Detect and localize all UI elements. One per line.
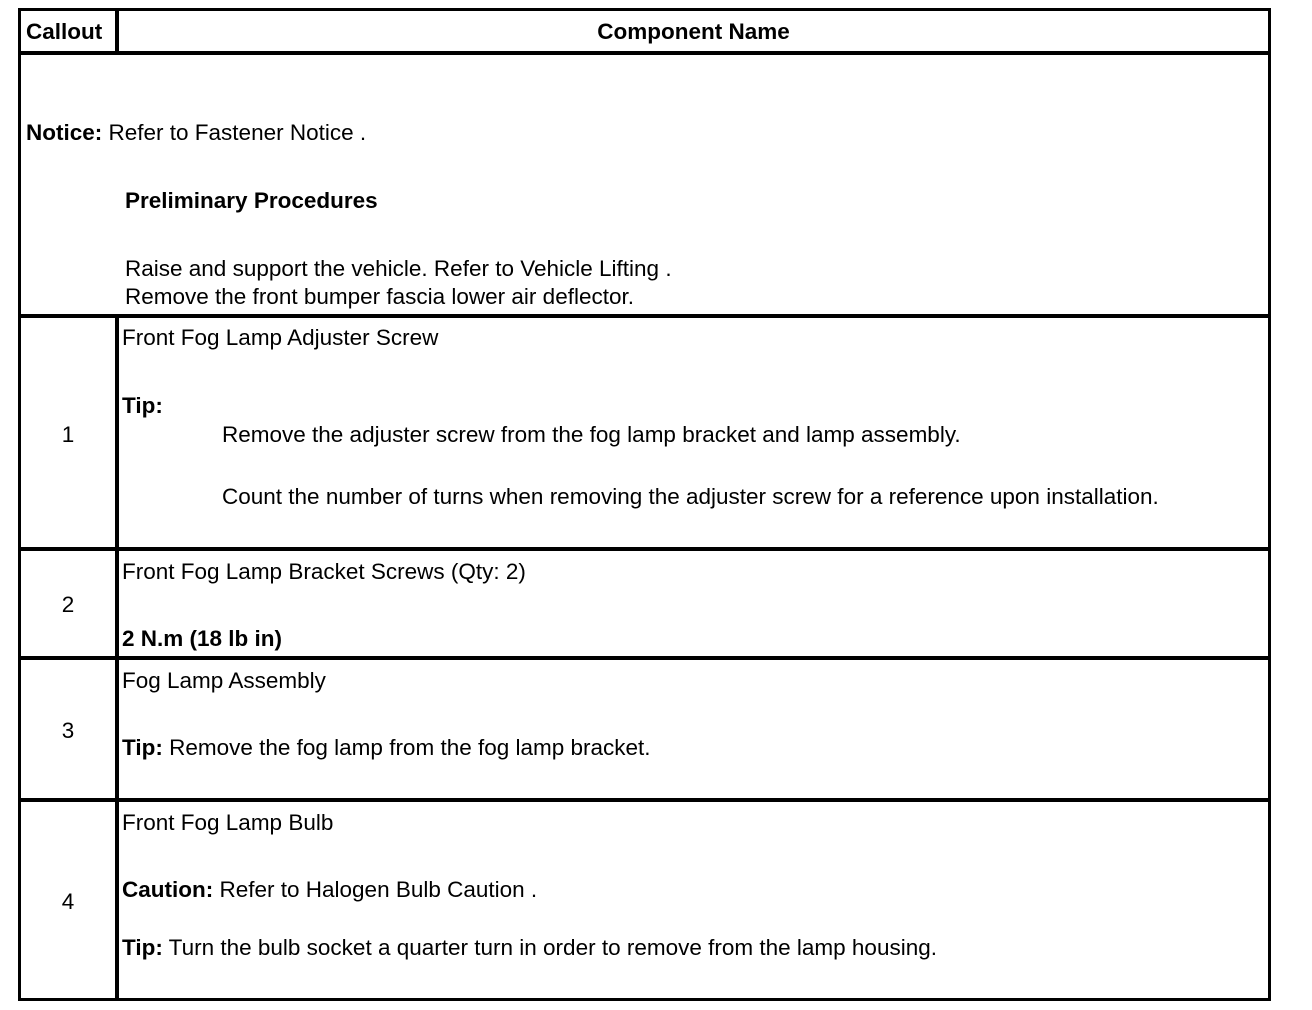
callout-header: Callout: [26, 19, 103, 44]
row-2-divider: [21, 656, 1268, 660]
callout-number: 1: [61, 422, 75, 447]
component-table: [18, 8, 1271, 1001]
caution-label: Caution:: [122, 877, 214, 902]
row-3-divider: [21, 798, 1268, 802]
column-divider: [115, 314, 119, 998]
tip-text: Turn the bulb socket a quarter turn in order to remove from the lamp housing.: [162, 935, 937, 960]
row-1-divider: [21, 547, 1268, 551]
caution-text: Refer to Halogen Bulb Caution .: [213, 877, 538, 902]
notice-label: Notice:: [26, 120, 103, 145]
notice-line: [26, 120, 366, 146]
tip-line: [122, 935, 937, 961]
tip-label: Tip:: [122, 735, 163, 760]
component-name-header: Component Name: [597, 19, 790, 44]
tip-text: Remove the adjuster screw from the fog lamp bracket and lamp assembly.: [222, 422, 961, 447]
callout-number: 2: [61, 592, 75, 617]
tip-label: Tip:: [122, 393, 163, 418]
component-name: Front Fog Lamp Bulb: [122, 810, 334, 835]
torque-spec: 2 N.m (18 lb in): [122, 626, 283, 651]
preliminary-heading: Preliminary Procedures: [125, 188, 378, 213]
preliminary-step: Raise and support the vehicle. Refer to Vehicle Lifting .: [125, 256, 672, 281]
preliminary-step: Remove the front bumper fascia lower air deflector.: [125, 284, 634, 309]
component-name: Front Fog Lamp Bracket Screws (Qty: 2): [122, 559, 526, 584]
intro-divider: [21, 314, 1268, 318]
callout-number: 4: [61, 889, 75, 914]
component-name: Fog Lamp Assembly: [122, 668, 326, 693]
caution-line: [122, 877, 537, 903]
header-divider: [21, 51, 1268, 55]
tip-text: Count the number of turns when removing the adjuster screw for a reference upon installation.: [222, 484, 1159, 509]
callout-number: 3: [61, 718, 75, 743]
tip-label: Tip:: [122, 935, 163, 960]
notice-text: Refer to Fastener Notice .: [102, 120, 367, 145]
tip-text: Remove the fog lamp from the fog lamp bracket.: [162, 735, 651, 760]
tip-line: [122, 735, 651, 761]
component-name: Front Fog Lamp Adjuster Screw: [122, 325, 439, 350]
